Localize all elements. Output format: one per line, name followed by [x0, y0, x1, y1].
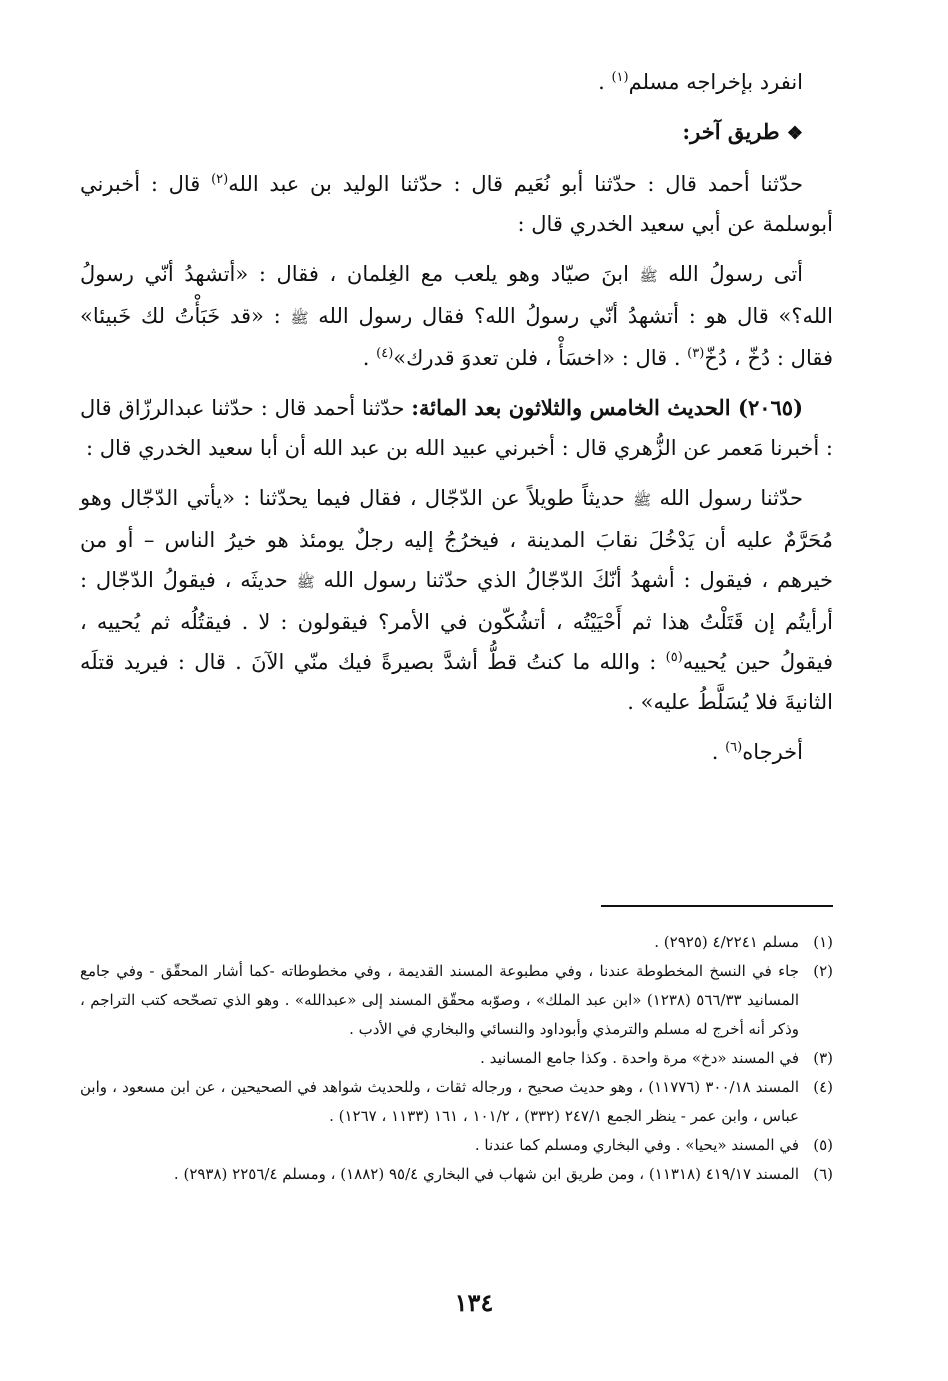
- footnote-ref: (٣): [687, 346, 705, 361]
- paragraph-matn-2: [80, 478, 833, 722]
- footnote-text: في المسند «دخ» مرة واحدة . وكذا جامع المسانيد .: [480, 1049, 799, 1067]
- footnote-ref: (٤): [376, 346, 394, 361]
- footnote-number: (٢): [813, 962, 833, 980]
- matn-text: حديثَه ، فيقولُ الدّجّال : أرأيتُم إن قَتَلْتُ هذا ثم أَحْيَيْتُه ، أتشُكّون في الأمر؟ فيقولون : لا . فيقتُلُه ثم يُحييه ، فيقولُ حين يُحييه: [80, 568, 833, 674]
- footnote-item: [80, 1160, 833, 1189]
- footnote-text: في المسند «يحيا» . وفي البخاري ومسلم كما عندنا .: [474, 1136, 799, 1154]
- matn-text: : والله ما كنتُ قطُّ أشدَّ بصيرةً فيك منّي الآنَ . قال : فيريد قتلَه الثانيةَ فلا يُسَلَّطُ عليه» .: [80, 650, 833, 714]
- footnote-ref: (٥): [665, 650, 683, 665]
- footnote-divider: [601, 905, 833, 907]
- salawat-icon: ﷺ: [639, 267, 658, 285]
- matn-text: ابنَ صيّاد وهو يلعب مع الغِلمان ، فقال : «أتشهدُ أنّي رسولُ الله؟» قال هو : أتشهدُ أنّي رسولُ الله؟ فقال رسول الله: [80, 262, 833, 328]
- matn-text: : «قد خَبَأْتُ لك خَبيئا» فقال : دُخّ ، دُخّ: [80, 304, 833, 370]
- footnote-text: المسند ٣٠٠/١٨ (١١٧٧٦) ، وهو حديث صحيح ، ورجاله ثقات ، وللحديث شواهد في الصحيحين ، عن ابن مسعود ، وابن عباس ، وابن عمر - ينظر الجمع ٢٤٧/١ (٣٣٢) ، ١٠١/٢ ، ١٦١ (١١٣٣ ، ١٢٦٧) .: [80, 1078, 799, 1125]
- footnote-number: (١): [813, 933, 833, 951]
- attribution-text: انفرد بإخراجه مسلم: [628, 70, 803, 94]
- matn-text: حديثاً طويلاً عن الدّجّال ، فقال فيما يحدّثنا : «يأتي الدّجّال وهو مُحَرَّمٌ عليه أن يَدْخُلَ نقابَ المدينة ، فيخرُجُ إليه رجلٌ يومئذ هو خيرُ الناس – أو من خيرهم ، فيقول : أشهدُ أنّكَ الدّجّالُ الذي حدّثنا رسول الله: [80, 486, 833, 592]
- diamond-icon: ❖: [786, 123, 803, 144]
- matn-text: أتى رسولُ الله: [657, 262, 803, 286]
- footnote-item: [80, 928, 833, 957]
- footnotes: [80, 928, 833, 1189]
- salawat-icon: ﷺ: [296, 573, 315, 591]
- isnad-text: حدّثنا أحمد قال : حدّثنا أبو نُعَيم قال : حدّثنا الوليد بن عبد الله: [228, 172, 803, 196]
- paragraph-attribution: [80, 62, 833, 102]
- matn-text: . قال : «اخسَأْ ، فلن تعدوَ قدرك»: [393, 346, 688, 370]
- footnote-item: [80, 1131, 833, 1160]
- page-number: ١٣٤: [454, 1288, 494, 1317]
- footnote-ref: (٦): [725, 740, 743, 755]
- footnote-number: (٣): [813, 1049, 833, 1067]
- footnote-item: [80, 1073, 833, 1131]
- footnote-text: مسلم ٤/٢٢٤١ (٢٩٢٥) .: [654, 933, 799, 951]
- footnote-item: [80, 1044, 833, 1073]
- matn-text: حدّثنا رسول الله: [651, 486, 803, 510]
- salawat-icon: ﷺ: [290, 309, 309, 327]
- paragraph-isnad-1: [80, 164, 833, 244]
- salawat-icon: ﷺ: [633, 491, 652, 509]
- punctuation: .: [362, 346, 377, 370]
- footnote-number: (٥): [813, 1136, 833, 1154]
- footnote-item: [80, 957, 833, 1044]
- footnote-number: (٤): [813, 1078, 833, 1096]
- footnote-ref: (٢): [211, 172, 229, 187]
- paragraph-takhrij: [80, 732, 833, 772]
- hadith-heading: (٢٠٦٥) الحديث الخامس والثلاثون بعد المائة:: [411, 395, 803, 420]
- paragraph-hadith-2065: [80, 388, 833, 468]
- paragraph-matn-1: [80, 254, 833, 378]
- punctuation: .: [598, 70, 612, 94]
- isnad-text: حدّثنا أحمد قال : حدّثنا عبدالرزّاق قال : أخبرنا مَعمر عن الزُّهري قال : أخبرني عبيد الله بن عبد الله أن أبا سعيد الخدري قال :: [80, 396, 833, 460]
- main-text: [80, 62, 833, 772]
- isnad-text: قال : أخبرني أبوسلمة عن أبي سعيد الخدري قال :: [80, 172, 833, 236]
- takhrij-text: أخرجاه: [742, 740, 803, 764]
- footnote-number: (٦): [813, 1165, 833, 1183]
- route-heading: [80, 112, 833, 154]
- footnote-text: جاء في النسخ المخطوطة عندنا ، وفي مطبوعة المسند القديمة ، وفي مخطوطاته -كما أشار المحقّق - وفي جامع المسانيد ٥٦٦/٣٣ (١٢٣٨) «ابن عبد الملك» ، وصوّبه محقّق المسند إلى «عبدالله» . وهو الذي تصحّحه كتب التراجم ، وذكر أنه أخرج له مسلم والترمذي وأبوداود والنسائي والبخاري في الأدب .: [80, 962, 799, 1038]
- footnote-text: المسند ٤١٩/١٧ (١١٣١٨) ، ومن طريق ابن شهاب في البخاري ٩٥/٤ (١٨٨٢) ، ومسلم ٢٢٥٦/٤ (٢٩٣٨) .: [173, 1165, 799, 1183]
- punctuation: .: [711, 740, 726, 764]
- route-heading-text: طريق آخر:: [682, 119, 780, 144]
- footnote-ref: (١): [611, 70, 629, 85]
